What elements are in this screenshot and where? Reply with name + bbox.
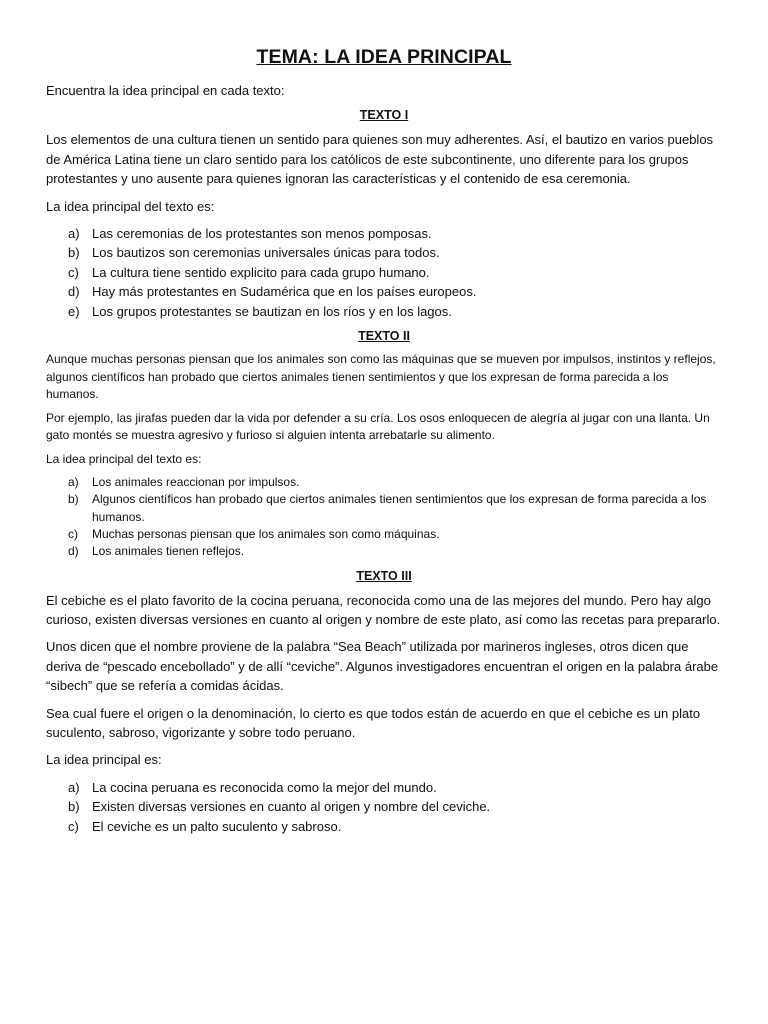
document-page bbox=[46, 46, 722, 844]
texto-1-options bbox=[46, 224, 722, 321]
option-text: Los animales tienen reflejos. bbox=[92, 544, 245, 559]
texto-2-question: La idea principal del texto es: bbox=[46, 451, 202, 466]
texto-3-options bbox=[46, 778, 722, 836]
option-item bbox=[46, 302, 722, 321]
option-marker: c) bbox=[68, 818, 79, 834]
texto-2-paragraph-1: Aunque muchas personas piensan que los animales son como las máquinas que se mueven por impulsos, instintos y reflejos, algunos científicos han probado que ciertos animales tienen sentimientos y que los expresan de forma parecida a los humanos. bbox=[46, 352, 716, 402]
option-marker: a) bbox=[68, 779, 80, 795]
section-heading-texto-2: TEXTO II bbox=[358, 329, 410, 344]
option-item bbox=[46, 797, 722, 816]
section-heading-texto-3: TEXTO III bbox=[356, 568, 412, 583]
option-text: El ceviche es un palto suculento y sabroso. bbox=[92, 818, 342, 834]
option-marker: c) bbox=[68, 526, 78, 541]
option-item bbox=[46, 474, 722, 491]
option-item bbox=[46, 491, 722, 526]
option-marker: d) bbox=[68, 544, 79, 559]
option-item bbox=[46, 817, 722, 836]
texto-1-paragraph: Los elementos de una cultura tienen un sentido para quienes son muy adherentes. Así, el bautizo en varios pueblos de América Latina tiene un claro sentido para los católicos de este subcontinente, uno diferente para los grupos protestantes y uno ausente para quienes ignoran las características y el contenido de esa ceremonia. bbox=[46, 132, 714, 187]
option-text: Algunos científicos han probado que ciertos animales tienen sentimientos que los expresan de forma parecida a los humanos. bbox=[92, 492, 707, 524]
option-marker: b) bbox=[68, 245, 80, 261]
option-marker: a) bbox=[68, 475, 79, 490]
option-text: Los animales reaccionan por impulsos. bbox=[92, 475, 300, 490]
option-text: La cocina peruana es reconocida como la mejor del mundo. bbox=[92, 779, 437, 795]
option-item bbox=[46, 526, 722, 543]
texto-3-paragraph-1: El cebiche es el plato favorito de la cocina peruana, reconocida como una de las mejores del mundo. Pero hay algo curioso, existen diversas versiones en cuanto al origen y nombre de este plato, así como las recetas para prepararlo. bbox=[46, 592, 721, 627]
page-title: TEMA: LA IDEA PRINCIPAL bbox=[256, 46, 512, 68]
texto-1-question: La idea principal del texto es: bbox=[46, 198, 215, 214]
option-marker: a) bbox=[68, 226, 80, 242]
option-text: Muchas personas piensan que los animales son como máquinas. bbox=[92, 526, 440, 541]
instruction: Encuentra la idea principal en cada texto: bbox=[46, 83, 285, 98]
option-marker: e) bbox=[68, 303, 80, 319]
option-item bbox=[46, 543, 722, 560]
section-heading-texto-1: TEXTO I bbox=[359, 108, 409, 123]
texto-3-question: La idea principal es: bbox=[46, 752, 162, 768]
option-item bbox=[46, 778, 722, 797]
option-item bbox=[46, 263, 722, 282]
option-text: Hay más protestantes en Sudamérica que en los países europeos. bbox=[92, 284, 477, 300]
option-text: Las ceremonias de los protestantes son menos pomposas. bbox=[92, 226, 432, 242]
texto-2-paragraph-2: Por ejemplo, las jirafas pueden dar la vida por defender a su cría. Los osos enloquecen de alegría al jugar con una llanta. Un gato montés se muestra agresivo y furioso si alguien intenta arrebatarle su alimento. bbox=[46, 410, 710, 443]
option-marker: b) bbox=[68, 492, 79, 507]
option-marker: b) bbox=[68, 799, 80, 815]
option-text: Los grupos protestantes se bautizan en los ríos y en los lagos. bbox=[92, 303, 452, 319]
option-item bbox=[46, 224, 722, 243]
option-marker: d) bbox=[68, 284, 80, 300]
texto-3-paragraph-3: Sea cual fuere el origen o la denominación, lo cierto es que todos están de acuerdo en que el cebiche es un plato suculento, sabroso, vigorizante y sobre todo peruano. bbox=[46, 705, 701, 740]
option-item bbox=[46, 243, 722, 262]
texto-2-options bbox=[46, 474, 722, 560]
option-text: Existen diversas versiones en cuanto al origen y nombre del ceviche. bbox=[92, 799, 491, 815]
texto-3-paragraph-2: Unos dicen que el nombre proviene de la palabra “Sea Beach” utilizada por marineros ingleses, otros dicen que deriva de “pescado encebollado” y de allí “ceviche”. Algunos investigadores encuentran el origen en la palabra árabe “sibech” que se refería a comidas ácidas. bbox=[46, 639, 719, 694]
option-item bbox=[46, 282, 722, 301]
option-marker: c) bbox=[68, 264, 79, 280]
option-text: La cultura tiene sentido explicito para cada grupo humano. bbox=[92, 264, 430, 280]
option-text: Los bautizos son ceremonias universales únicas para todos. bbox=[92, 245, 440, 261]
